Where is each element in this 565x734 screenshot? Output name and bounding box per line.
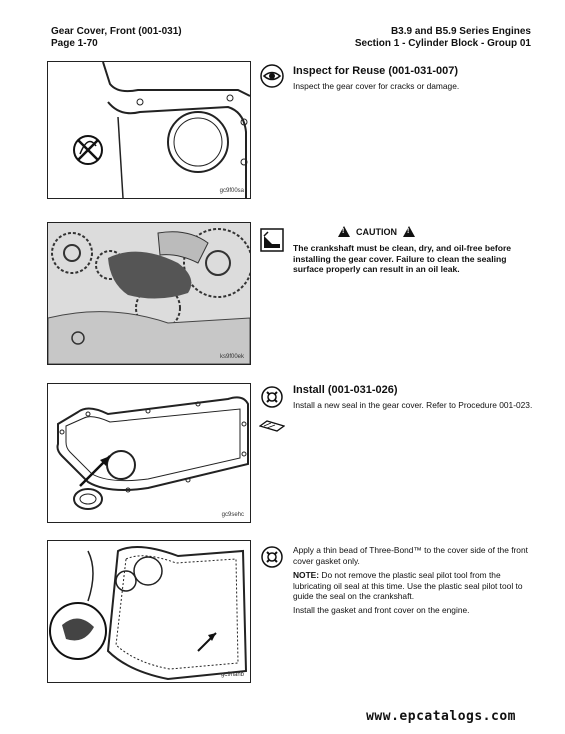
gasket-illustration bbox=[48, 541, 250, 682]
figure-gear-cover-inspect bbox=[47, 61, 251, 199]
figure-code: gc9f00sa bbox=[219, 188, 244, 194]
page-header-left bbox=[51, 26, 182, 50]
eye-inspect-icon bbox=[260, 64, 284, 88]
figure-code: ks9f00ek bbox=[219, 354, 244, 360]
clean-surface-icon bbox=[260, 228, 284, 252]
crankshaft-illustration bbox=[48, 223, 250, 364]
page-header-right bbox=[355, 26, 531, 50]
footer-url: www.epcatalogs.com bbox=[366, 709, 516, 724]
figure-crankshaft-clean bbox=[47, 222, 251, 365]
engine-series: B3.9 and B5.9 Series Engines bbox=[390, 26, 531, 37]
wrench-install-icon bbox=[260, 545, 284, 569]
book-reference-icon bbox=[259, 420, 285, 432]
figure-code: gc9hahb bbox=[220, 672, 244, 678]
figure-code: gc9sehc bbox=[221, 512, 244, 518]
caution-heading bbox=[338, 226, 415, 237]
wrench-install-icon bbox=[260, 385, 284, 409]
not-ok-icon bbox=[74, 136, 102, 164]
step-text-install: Install a new seal in the gear cover. Refer to Procedure 001-023. bbox=[293, 400, 533, 410]
seal-install-illustration bbox=[48, 384, 250, 522]
caution-label: CAUTION bbox=[356, 226, 397, 237]
caution-text: The crankshaft must be clean, dry, and oil-free before installing the gear cover. Failure to clean the sealing surface properly can result in an oil leak. bbox=[293, 243, 512, 274]
warning-icon bbox=[403, 226, 415, 237]
step-title-install: Install (001-031-026) bbox=[293, 384, 398, 396]
section-title: Gear Cover, Front (001-031) bbox=[51, 26, 182, 37]
step-note bbox=[293, 570, 538, 602]
note-text: Do not remove the plastic seal pilot tool from the lubricating oil seal at this time. Use the plastic seal pilot tool to guide the seal on the crankshaft. bbox=[293, 570, 523, 601]
note-label: NOTE: bbox=[293, 570, 320, 580]
gear-cover-illustration bbox=[48, 62, 250, 198]
step-text-apply-sealant: Apply a thin bead of Three-Bond™ to the cover side of the front cover gasket only. bbox=[293, 545, 528, 566]
figure-install-seal bbox=[47, 383, 251, 523]
step-text-install-gasket: Install the gasket and front cover on the engine. bbox=[293, 605, 470, 615]
step-text-inspect: Inspect the gear cover for cracks or damage. bbox=[293, 81, 460, 91]
section-group: Section 1 - Cylinder Block - Group 01 bbox=[354, 38, 531, 49]
step-title-inspect: Inspect for Reuse (001-031-007) bbox=[293, 65, 459, 77]
warning-icon bbox=[338, 226, 350, 237]
page-number: Page 1-70 bbox=[51, 38, 98, 49]
figure-gasket-cover bbox=[47, 540, 251, 683]
